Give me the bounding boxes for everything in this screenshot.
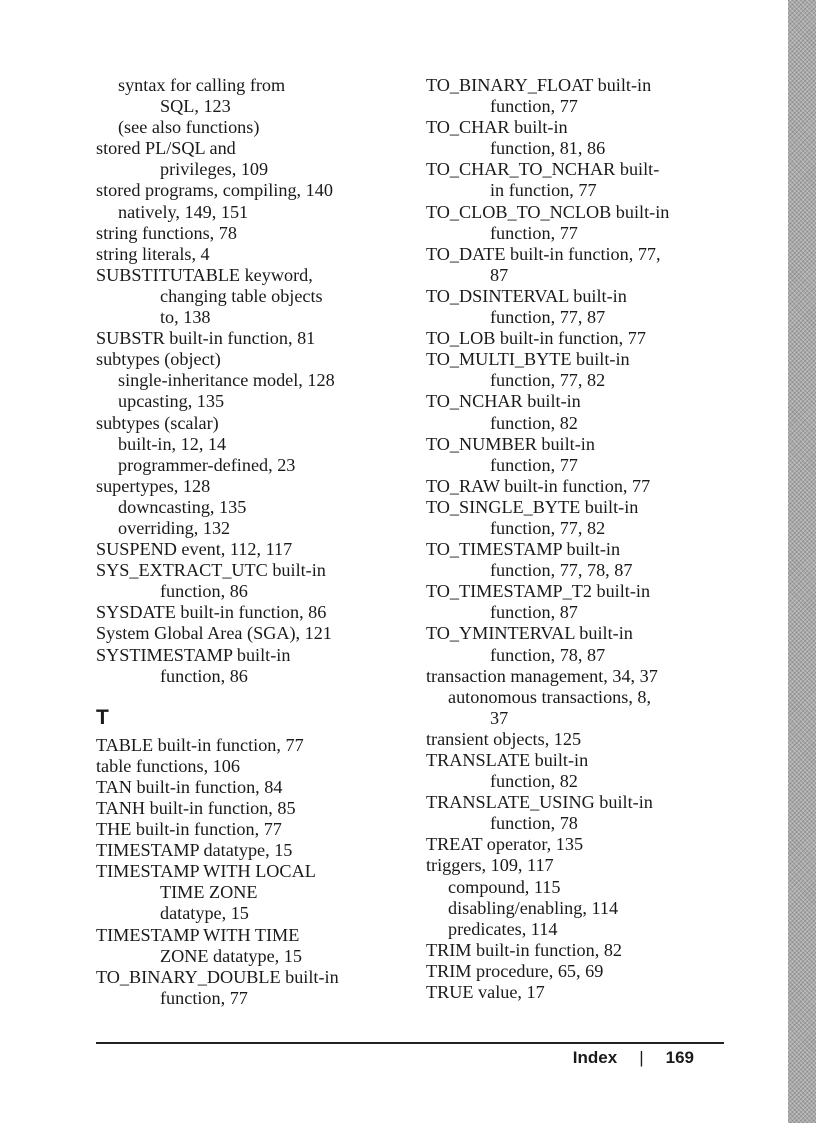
index-subentry bbox=[96, 370, 406, 391]
page-edge-strip bbox=[788, 0, 816, 1123]
index-subentry bbox=[96, 518, 406, 539]
entry-text: table functions, 106 bbox=[96, 755, 240, 776]
entry-text: TO_SINGLE_BYTE built-in bbox=[426, 496, 639, 517]
entry-continuation: function, 87 bbox=[490, 602, 578, 623]
index-subentry bbox=[96, 434, 406, 455]
entry-continuation: function, 77, 87 bbox=[490, 307, 606, 328]
entry-text: downcasting, 135 bbox=[118, 496, 247, 517]
index-subentry bbox=[426, 898, 746, 919]
index-entry bbox=[426, 792, 746, 834]
entry-text: programmer-defined, 23 bbox=[118, 454, 296, 475]
index-entry bbox=[96, 265, 406, 328]
entry-text: TRIM procedure, 65, 69 bbox=[426, 960, 604, 981]
entry-text: subtypes (scalar) bbox=[96, 412, 219, 433]
index-entry bbox=[96, 476, 406, 497]
entry-text: TO_BINARY_DOUBLE built-in bbox=[96, 966, 339, 987]
index-entry bbox=[426, 834, 746, 855]
index-entry bbox=[96, 560, 406, 602]
index-entry bbox=[96, 777, 406, 798]
index-entry bbox=[96, 840, 406, 861]
index-entry bbox=[96, 328, 406, 349]
entry-text: TIMESTAMP datatype, 15 bbox=[96, 840, 293, 861]
index-subentry bbox=[96, 455, 406, 476]
index-entry bbox=[96, 645, 406, 687]
entry-text: overriding, 132 bbox=[118, 517, 231, 538]
entry-text: syntax for calling from bbox=[118, 75, 286, 95]
index-subentry bbox=[426, 919, 746, 940]
index-entry bbox=[426, 391, 746, 433]
index-entry bbox=[426, 159, 746, 201]
entry-continuation: datatype, 15 bbox=[160, 903, 249, 924]
entry-text: TIMESTAMP WITH TIME bbox=[96, 924, 300, 945]
index-entry bbox=[96, 180, 406, 201]
entry-text: SYSTIMESTAMP built-in bbox=[96, 644, 291, 665]
footer-section-label: Index bbox=[572, 1048, 618, 1067]
index-entry bbox=[426, 539, 746, 581]
index-subentry bbox=[96, 75, 406, 117]
index-column-left bbox=[96, 75, 406, 1009]
index-column-right bbox=[426, 75, 746, 1003]
entry-text: stored PL/SQL and bbox=[96, 138, 236, 159]
index-entry bbox=[96, 756, 406, 777]
entry-text: TRIM built-in function, 82 bbox=[426, 939, 623, 960]
index-entry bbox=[96, 967, 406, 1009]
entry-text: TO_TIMESTAMP_T2 built-in bbox=[426, 581, 651, 602]
entry-text: SUBSTR built-in function, 81 bbox=[96, 328, 316, 349]
index-entry bbox=[426, 75, 746, 117]
entry-text: SUBSTITUTABLE keyword, bbox=[96, 264, 313, 285]
entry-text: disabling/enabling, 114 bbox=[448, 897, 619, 918]
entry-text: TIMESTAMP WITH LOCAL bbox=[96, 861, 316, 882]
entry-text: TAN built-in function, 84 bbox=[96, 776, 283, 797]
entry-continuation: to, 138 bbox=[160, 307, 211, 328]
index-entry bbox=[96, 602, 406, 623]
index-entry bbox=[96, 244, 406, 265]
entry-text: TO_CHAR built-in bbox=[426, 117, 568, 138]
entry-continuation: 87 bbox=[490, 264, 509, 285]
entry-continuation: function, 82 bbox=[490, 412, 578, 433]
entry-continuation: function, 77, 82 bbox=[490, 370, 606, 391]
entry-text: TO_MULTI_BYTE built-in bbox=[426, 349, 630, 370]
index-entry bbox=[426, 855, 746, 876]
entry-text: TRUE value, 17 bbox=[426, 982, 545, 1003]
index-entry bbox=[426, 750, 746, 792]
index-entry bbox=[426, 349, 746, 391]
entry-text: supertypes, 128 bbox=[96, 475, 211, 496]
entry-text: TREAT operator, 135 bbox=[426, 834, 584, 855]
entry-text: TRANSLATE_USING built-in bbox=[426, 792, 653, 813]
index-subentry bbox=[96, 391, 406, 412]
entry-text: TO_LOB built-in function, 77 bbox=[426, 328, 646, 349]
entry-text: transient objects, 125 bbox=[426, 728, 582, 749]
index-entry bbox=[96, 413, 406, 434]
index-subentry bbox=[96, 117, 406, 138]
index-subentry bbox=[96, 497, 406, 518]
entry-text: TO_NCHAR built-in bbox=[426, 391, 581, 412]
entry-text: TO_RAW built-in function, 77 bbox=[426, 475, 651, 496]
index-entry bbox=[426, 961, 746, 982]
entry-text: TRANSLATE built-in bbox=[426, 750, 589, 770]
entry-text: upcasting, 135 bbox=[118, 391, 225, 412]
entry-continuation: function, 77, 82 bbox=[490, 517, 606, 538]
entry-text: triggers, 109, 117 bbox=[426, 855, 554, 876]
entry-text: System Global Area (SGA), 121 bbox=[96, 623, 332, 644]
section-heading: T bbox=[96, 705, 109, 729]
entry-continuation: SQL, 123 bbox=[160, 96, 231, 117]
entry-continuation: privileges, 109 bbox=[160, 159, 269, 180]
entry-text: string literals, 4 bbox=[96, 243, 210, 264]
entry-text: TO_CLOB_TO_NCLOB built-in bbox=[426, 201, 670, 222]
page-footer bbox=[573, 1046, 694, 1070]
index-entry bbox=[96, 798, 406, 819]
entry-text: TO_BINARY_FLOAT built-in bbox=[426, 75, 652, 95]
entry-text: TABLE built-in function, 77 bbox=[96, 734, 304, 755]
footer-rule bbox=[96, 1042, 724, 1044]
entry-continuation: function, 77 bbox=[490, 96, 578, 117]
entry-text: TO_CHAR_TO_NCHAR built- bbox=[426, 159, 660, 180]
entry-text: SYS_EXTRACT_UTC built-in bbox=[96, 560, 326, 581]
entry-continuation: function, 77 bbox=[490, 222, 578, 243]
entry-continuation: in function, 77 bbox=[490, 180, 597, 201]
index-entry bbox=[96, 623, 406, 644]
footer-separator: | bbox=[639, 1048, 644, 1067]
entry-text: string functions, 78 bbox=[96, 222, 237, 243]
entry-continuation: function, 78, 87 bbox=[490, 644, 606, 665]
entry-continuation: function, 77 bbox=[160, 987, 248, 1008]
index-entry bbox=[426, 244, 746, 286]
entry-text: TO_TIMESTAMP built-in bbox=[426, 539, 621, 560]
index-entry bbox=[96, 349, 406, 370]
entry-continuation: function, 82 bbox=[490, 771, 578, 792]
index-entry bbox=[426, 623, 746, 665]
index-entry bbox=[426, 729, 746, 750]
entry-text: transaction management, 34, 37 bbox=[426, 665, 658, 686]
entry-text: TO_DSINTERVAL built-in bbox=[426, 285, 627, 306]
entry-text: TO_NUMBER built-in bbox=[426, 433, 595, 454]
entry-text: subtypes (object) bbox=[96, 349, 221, 370]
index-entry bbox=[426, 286, 746, 328]
entry-continuation: function, 78 bbox=[490, 813, 578, 834]
index-entry bbox=[426, 581, 746, 623]
index-entry bbox=[96, 138, 406, 180]
entry-text: predicates, 114 bbox=[448, 918, 558, 939]
entry-text: SYSDATE built-in function, 86 bbox=[96, 602, 327, 623]
entry-continuation: function, 77, 78, 87 bbox=[490, 560, 633, 581]
index-entry bbox=[96, 223, 406, 244]
index-entry bbox=[426, 666, 746, 687]
index-subentry bbox=[426, 877, 746, 898]
index-entry bbox=[426, 434, 746, 476]
index-entry bbox=[96, 539, 406, 560]
index-entry bbox=[426, 117, 746, 159]
index-entry bbox=[96, 819, 406, 840]
index-entry bbox=[96, 925, 406, 967]
index-entry bbox=[426, 328, 746, 349]
index-entry bbox=[426, 497, 746, 539]
entry-text: TO_YMINTERVAL built-in bbox=[426, 623, 633, 644]
entry-text: compound, 115 bbox=[448, 876, 561, 897]
entry-text: natively, 149, 151 bbox=[118, 201, 249, 222]
entry-continuation: changing table objects bbox=[160, 285, 323, 306]
entry-continuation: ZONE datatype, 15 bbox=[160, 945, 302, 966]
entry-continuation: function, 86 bbox=[160, 581, 248, 602]
entry-text: TANH built-in function, 85 bbox=[96, 798, 296, 818]
index-entry bbox=[426, 202, 746, 244]
index-entry bbox=[96, 861, 406, 924]
index-entry bbox=[426, 982, 746, 1003]
entry-text: (see also functions) bbox=[118, 117, 260, 138]
entry-text: stored programs, compiling, 140 bbox=[96, 180, 333, 201]
entry-continuation: function, 81, 86 bbox=[490, 138, 606, 159]
entry-text: single-inheritance model, 128 bbox=[118, 370, 335, 391]
index-entry bbox=[426, 476, 746, 497]
index-entry bbox=[426, 940, 746, 961]
entry-text: THE built-in function, 77 bbox=[96, 819, 282, 840]
entry-continuation: TIME ZONE bbox=[160, 882, 258, 903]
entry-continuation: function, 77 bbox=[490, 454, 578, 475]
index-subentry bbox=[426, 687, 746, 729]
page-number: 169 bbox=[665, 1048, 694, 1067]
entry-text: built-in, 12, 14 bbox=[118, 433, 227, 454]
entry-continuation: 37 bbox=[490, 707, 509, 728]
entry-text: SUSPEND event, 112, 117 bbox=[96, 539, 293, 560]
entry-continuation: function, 86 bbox=[160, 665, 248, 686]
index-subentry bbox=[96, 202, 406, 223]
entry-text: TO_DATE built-in function, 77, bbox=[426, 243, 661, 264]
entry-text: autonomous transactions, 8, bbox=[448, 686, 652, 707]
index-entry bbox=[96, 735, 406, 756]
